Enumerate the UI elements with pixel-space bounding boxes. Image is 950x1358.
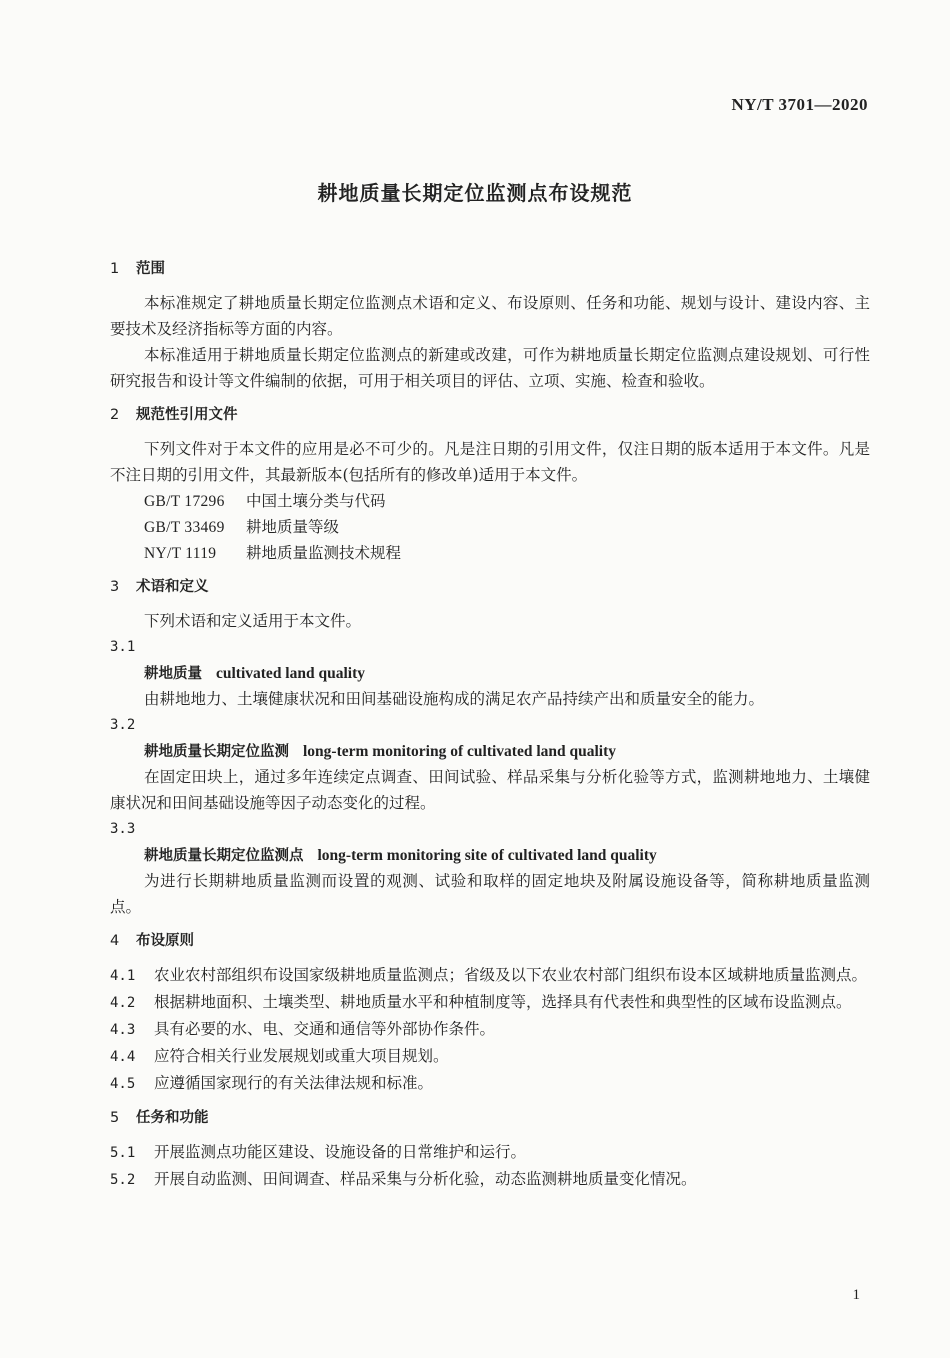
clause-number: 4.2 bbox=[110, 995, 136, 1011]
clause-text: 农业农村部组织布设国家级耕地质量监测点；省级及以下农业农村部门组织布设本区域耕地质量监测点。 bbox=[154, 966, 868, 984]
term-name-zh: 耕地质量长期定位监测 bbox=[144, 744, 289, 760]
term-name-en: cultivated land quality bbox=[216, 665, 365, 682]
section-number: 1 bbox=[110, 261, 120, 277]
clause-number: 4.1 bbox=[110, 968, 136, 984]
section-number: 3 bbox=[110, 579, 120, 595]
section-5-heading bbox=[110, 1105, 870, 1131]
paragraph: 本标准规定了耕地质量长期定位监测点术语和定义、布设原则、任务和功能、规划与设计、建设内容、主要技术及经济指标等方面的内容。 bbox=[110, 294, 870, 338]
term-name-en: long-term monitoring site of cultivated land quality bbox=[317, 847, 657, 864]
clause-text: 开展自动监测、田间调查、样品采集与分析化验，动态监测耕地质量变化情况。 bbox=[154, 1170, 697, 1188]
section-number: 4 bbox=[110, 933, 120, 949]
term-definition: 为进行长期耕地质量监测而设置的观测、试验和取样的固定地块及附属设施设备等，简称耕地质量监测点。 bbox=[110, 872, 870, 916]
section-title: 任务和功能 bbox=[136, 1110, 209, 1126]
reference-code: GB/T 17296 bbox=[144, 493, 225, 510]
paragraph: 下列术语和定义适用于本文件。 bbox=[144, 612, 362, 630]
term-title bbox=[110, 842, 870, 868]
section-3-heading bbox=[110, 574, 870, 600]
term-definition: 由耕地地力、土壤健康状况和田间基础设施构成的满足农产品持续产出和质量安全的能力。 bbox=[144, 690, 765, 708]
section-title: 术语和定义 bbox=[136, 579, 209, 595]
clause-number: 4.4 bbox=[110, 1049, 136, 1065]
term-title bbox=[110, 738, 870, 764]
document-title: 耕地质量长期定位监测点布设规范 bbox=[317, 181, 633, 205]
term-title bbox=[110, 660, 870, 686]
clause-number: 5.2 bbox=[110, 1172, 136, 1188]
reference-name: 耕地质量监测技术规程 bbox=[246, 544, 402, 562]
clause-item bbox=[110, 989, 870, 1016]
paragraph: 本标准适用于耕地质量长期定位监测点的新建或改建，可作为耕地质量长期定位监测点建设规划、可行性研究报告和设计等文件编制的依据，可用于相关项目的评估、立项、实施、检查和验收。 bbox=[110, 346, 870, 390]
document-body bbox=[110, 256, 870, 1193]
clause-item bbox=[110, 1166, 870, 1193]
term-name-zh: 耕地质量长期定位监测点 bbox=[144, 848, 304, 864]
clause-text: 开展监测点功能区建设、设施设备的日常维护和运行。 bbox=[154, 1143, 527, 1161]
section-1-heading bbox=[110, 256, 870, 282]
clause-text: 应符合相关行业发展规划或重大项目规划。 bbox=[154, 1047, 449, 1065]
section-title: 规范性引用文件 bbox=[136, 407, 238, 423]
clause-item bbox=[110, 1070, 870, 1097]
clause-item bbox=[110, 962, 870, 989]
term-number: 3.2 bbox=[110, 717, 136, 733]
reference-item bbox=[110, 540, 870, 566]
section-2-heading bbox=[110, 402, 870, 428]
reference-code: NY/T 1119 bbox=[144, 545, 217, 562]
reference-item bbox=[110, 514, 870, 540]
section-title: 范围 bbox=[136, 261, 165, 277]
section-title: 布设原则 bbox=[136, 933, 194, 949]
reference-code: GB/T 33469 bbox=[144, 519, 225, 536]
section-number: 5 bbox=[110, 1110, 120, 1126]
section-4-heading bbox=[110, 928, 870, 954]
term-definition: 在固定田块上，通过多年连续定点调查、田间试验、样品采集与分析化验等方式，监测耕地地力、土壤健康状况和田间基础设施等因子动态变化的过程。 bbox=[110, 768, 870, 812]
clause-item bbox=[110, 1139, 870, 1166]
term-number: 3.3 bbox=[110, 821, 136, 837]
standard-number: NY/T 3701—2020 bbox=[731, 95, 868, 114]
term-name-en: long-term monitoring of cultivated land quality bbox=[303, 743, 617, 760]
page-number: 1 bbox=[852, 1287, 860, 1303]
reference-item bbox=[110, 488, 870, 514]
clause-text: 具有必要的水、电、交通和通信等外部协作条件。 bbox=[154, 1020, 496, 1038]
paragraph: 下列文件对于本文件的应用是必不可少的。凡是注日期的引用文件，仅注日期的版本适用于本文件。凡是不注日期的引用文件，其最新版本(包括所有的修改单)适用于本文件。 bbox=[110, 440, 870, 484]
section-number: 2 bbox=[110, 407, 120, 423]
clause-item bbox=[110, 1043, 870, 1070]
clause-number: 5.1 bbox=[110, 1145, 136, 1161]
reference-name: 耕地质量等级 bbox=[246, 518, 340, 536]
clause-text: 应遵循国家现行的有关法律法规和标准。 bbox=[154, 1074, 434, 1092]
clause-number: 4.3 bbox=[110, 1022, 136, 1038]
clause-item bbox=[110, 1016, 870, 1043]
reference-name: 中国土壤分类与代码 bbox=[246, 492, 386, 510]
clause-text: 根据耕地面积、土壤类型、耕地质量水平和种植制度等，选择具有代表性和典型性的区域布设监测点。 bbox=[154, 993, 852, 1011]
term-number: 3.1 bbox=[110, 639, 136, 655]
clause-number: 4.5 bbox=[110, 1076, 136, 1092]
term-name-zh: 耕地质量 bbox=[144, 666, 202, 682]
